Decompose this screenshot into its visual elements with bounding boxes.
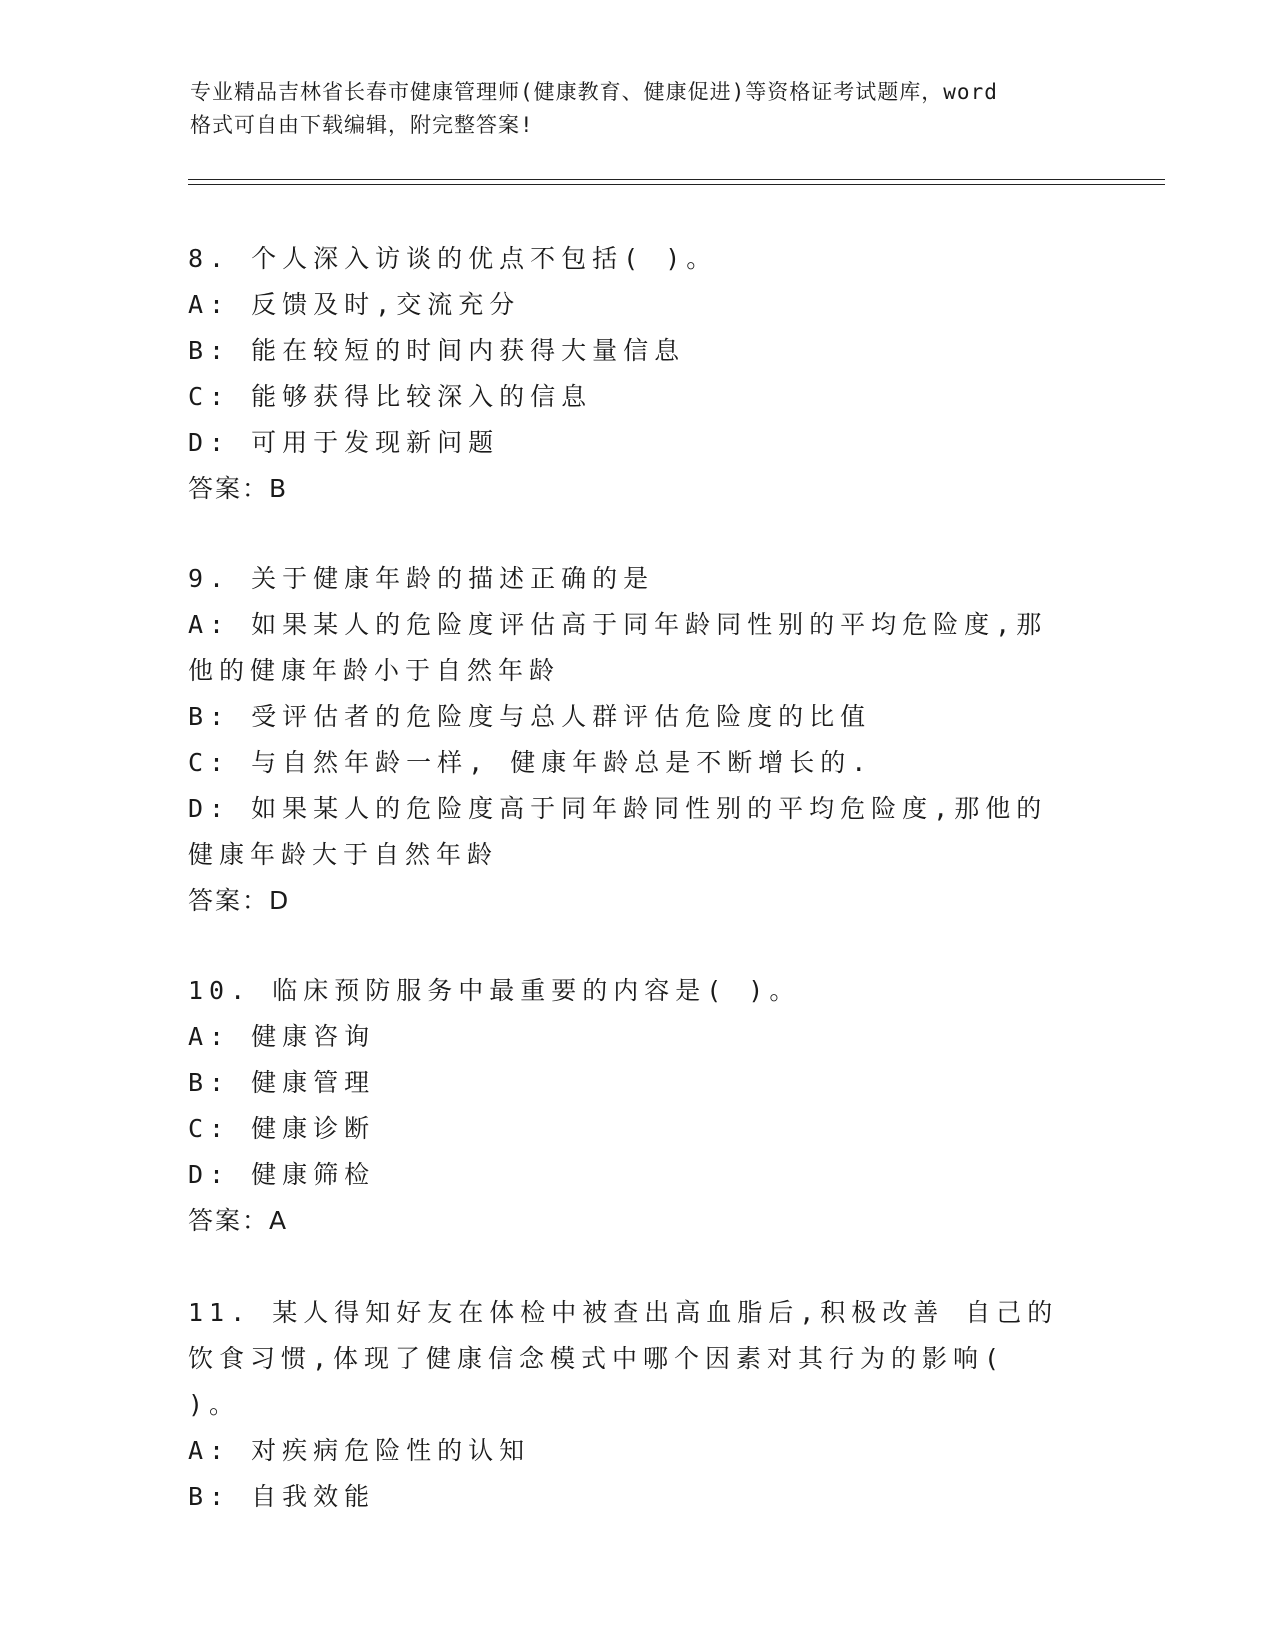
question-stem: 10. 临床预防服务中最重要的内容是( )。 bbox=[188, 976, 801, 1005]
question-stem: 8. 个人深入访谈的优点不包括( )。 bbox=[188, 244, 718, 273]
option-d: D: 可用于发现新问题 bbox=[188, 428, 500, 457]
option-a: A: 健康咨询 bbox=[188, 1022, 376, 1051]
option-b: B: 受评估者的危险度与总人群评估危险度的比值 bbox=[188, 702, 872, 731]
option-d: D: 如果某人的危险度高于同年龄同性别的平均危险度,那他的健康年龄大于自然年龄 bbox=[188, 794, 1048, 869]
option-a: A: 对疾病危险性的认知 bbox=[188, 1436, 531, 1465]
header-line-1: 专业精品吉林省长春市健康管理师(健康教育、健康促进)等资格证考试题库，word bbox=[190, 80, 998, 104]
question-9 bbox=[188, 556, 1088, 924]
option-a: A: 反馈及时,交流充分 bbox=[188, 290, 521, 319]
question-stem: 9. 关于健康年龄的描述正确的是 bbox=[188, 564, 655, 593]
header-divider-bottom bbox=[188, 184, 1165, 185]
document-header bbox=[190, 76, 1090, 142]
question-8 bbox=[188, 236, 1088, 512]
answer-label: 答案：B bbox=[188, 474, 289, 503]
answer-label: 答案：D bbox=[188, 886, 291, 915]
answer-label: 答案：A bbox=[188, 1206, 289, 1235]
option-d: D: 健康筛检 bbox=[188, 1160, 376, 1189]
option-c: C: 与自然年龄一样, 健康年龄总是不断增长的. bbox=[188, 748, 873, 777]
option-b: B: 自我效能 bbox=[188, 1482, 376, 1511]
option-c: C: 健康诊断 bbox=[188, 1114, 376, 1143]
option-b: B: 健康管理 bbox=[188, 1068, 376, 1097]
option-a: A: 如果某人的危险度评估高于同年龄同性别的平均危险度,那他的健康年龄小于自然年龄 bbox=[188, 610, 1048, 685]
question-stem: 11. 某人得知好友在体检中被查出高血脂后,积极改善 自己的饮食习惯,体现了健康信念模式中哪个因素对其行为的影响( )。 bbox=[188, 1298, 1059, 1419]
question-10 bbox=[188, 968, 1088, 1244]
option-c: C: 能够获得比较深入的信息 bbox=[188, 382, 593, 411]
question-11 bbox=[188, 1290, 1088, 1520]
header-line-2: 格式可自由下载编辑，附完整答案! bbox=[190, 113, 534, 137]
header-divider-top bbox=[188, 179, 1165, 180]
option-b: B: 能在较短的时间内获得大量信息 bbox=[188, 336, 686, 365]
